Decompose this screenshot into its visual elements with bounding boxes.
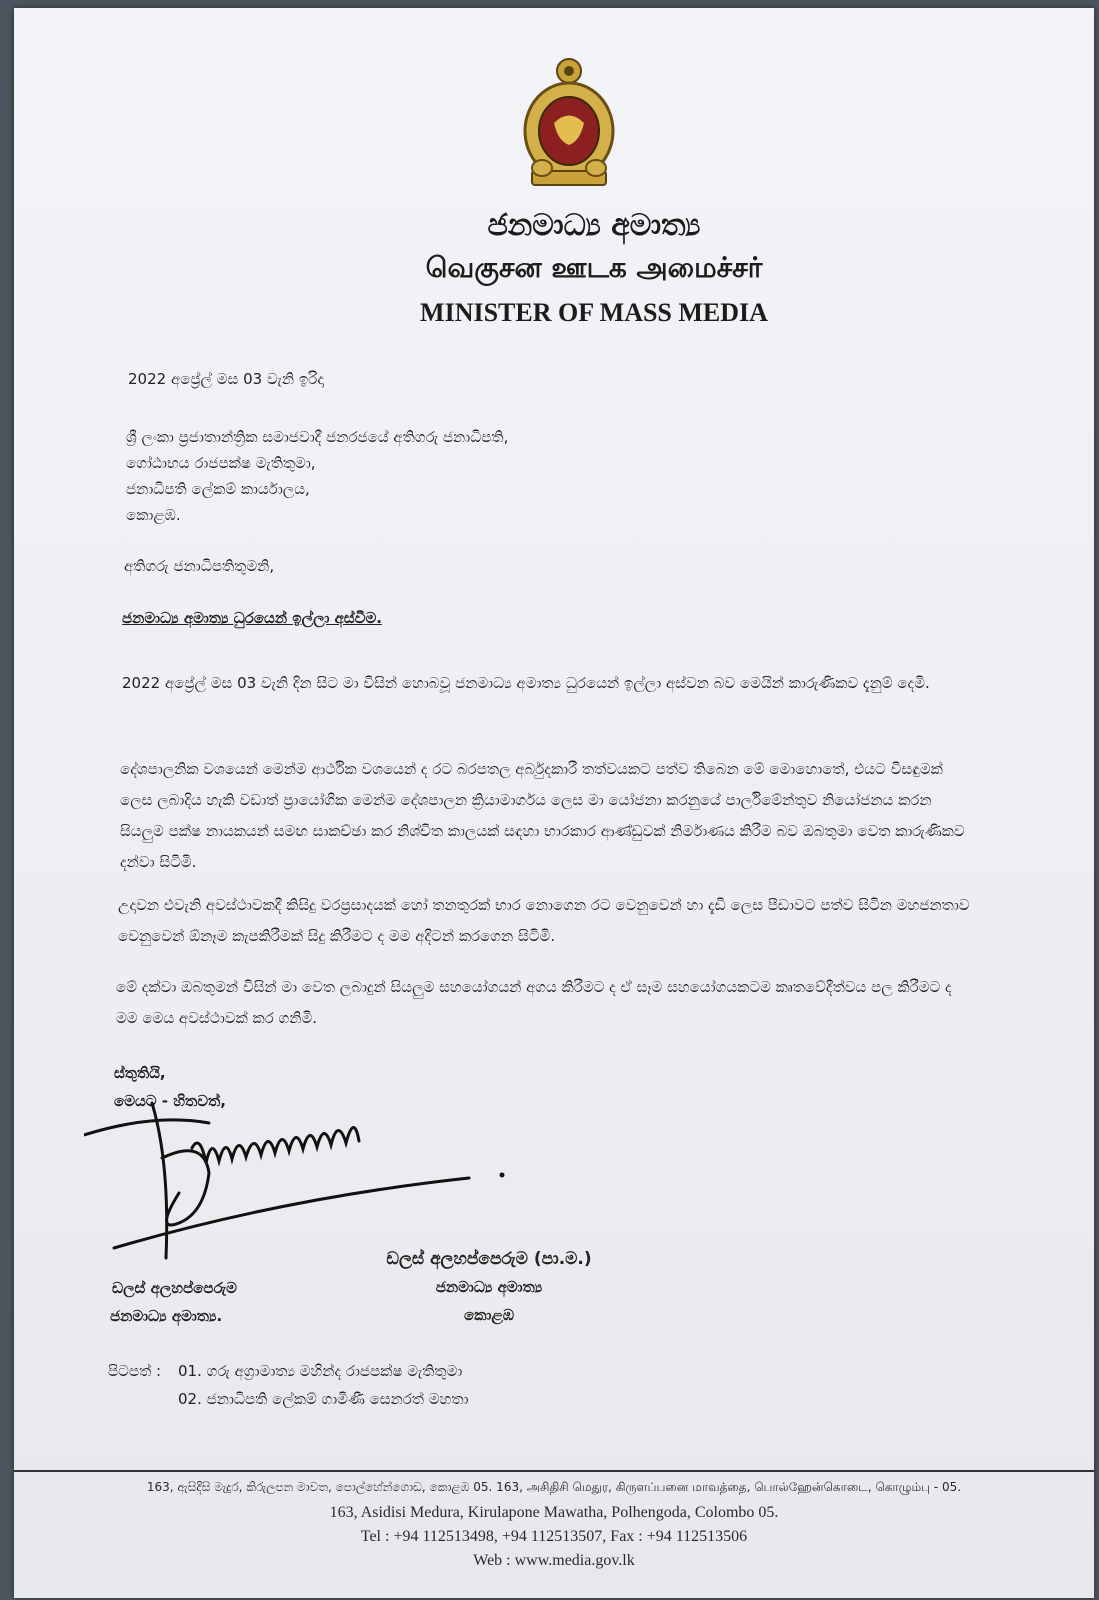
paragraph-1: 2022 අප්‍රේල් මස 03 වැනි දින සිට මා විසින් හොබවූ ජනමාධ්‍ය අමාත්‍ය ධුරයෙන් ඉල්ලා අස්වන බව මෙයින් කාරුණිකව දැනුම් දෙමි. [122, 674, 930, 692]
recipient-line-2: ගෝඨාභය රාජපක්ෂ මැතිතුමා, [126, 454, 316, 472]
stamp-name: ඩලස් අලහප්පෙරුම (පා.ම.) [386, 1249, 592, 1269]
paragraph-3: උදාවන එවැනි අවස්ථාවකදී කිසිදු වරප්‍රසාදයක් හෝ තනතුරක් භාර නොගෙන රට වෙනුවෙන් හා දැඩි ලෙස පීඩාවට පත්ව සිටින මහජනතාව වෙනුවෙන් ඕනෑම කැපකිරීමක් සිදු කිරීමට ද මම අදිටන් කරගෙන සිටිමි. [118, 896, 970, 945]
recipient-line-4: කොළඹ. [126, 506, 181, 524]
footer-address-english: 163, Asidisi Medura, Kirulapone Mawatha, Polhengoda, Colombo 05. [329, 1504, 779, 1521]
footer-web: Web : www.media.gov.lk [473, 1552, 635, 1569]
subject-line: ජනමාධ්‍ය අමාත්‍ය ධුරයෙන් ඉල්ලා අස්වීම. [122, 609, 382, 627]
paragraph-4: මේ දක්වා ඔබතුමන් විසින් මා වෙත ලබාදුන් සියලුම සහයෝගයන් අගය කිරීමට ද ඒ සෑම සහයෝගයකටම කෘතවේදීත්වය පල කිරීමට ද මම මෙය අවස්ථාවක් කර ගනිමි. [116, 978, 952, 1027]
handwritten-signature [84, 1083, 544, 1273]
letter-page [14, 8, 1094, 1598]
recipient-line-3: ජනාධිපති ලේකම් කාර්යාලය, [126, 480, 310, 498]
signatory-title: ජනමාධ්‍ය අමාත්‍ය. [110, 1307, 223, 1325]
letterhead-title-sinhala: ජනමාධ්‍ය අමාත්‍ය [487, 208, 701, 243]
copies-item-2: 02. ජනාධිපති ලේකම් ගාමිණී සෙනරත් මහතා [178, 1390, 469, 1408]
footer-contact: Tel : +94 112513498, +94 112513507, Fax : +94 112513506 [360, 1528, 748, 1545]
copies-label: පිටපත් : [108, 1362, 162, 1380]
stamp-title: ජනමාධ්‍ය අමාත්‍ය [435, 1278, 543, 1296]
letterhead-title-english: MINISTER OF MASS MEDIA [420, 298, 768, 327]
footer-address-mixed: 163, ඇසිදිසි මැදුර, කිරුලපන මාවත, පොල්හේන්ගොඩ, කොළඹ 05. 163, அசிதிசி மெதுர, கிருளப்பனை மாவத்தை, பொல்ஹேன்கொடை, கொழும்பு - 05. [146, 1480, 962, 1494]
footer-divider [14, 1470, 1094, 1472]
signatory-name: ඩලස් අලහප්පෙරුම [112, 1279, 237, 1297]
closing-regards: මෙයට - හිතවත්, [114, 1092, 226, 1110]
national-emblem-icon [514, 53, 624, 193]
salutation: අතිගරු ජනාධිපතිතුමනි, [124, 557, 275, 575]
letterhead-title-tamil: வெகுசன ஊடக அமைச்சர் [425, 251, 763, 284]
recipient-line-1: ශ්‍රී ලංකා ප්‍රජාතාන්ත්‍රික සමාජවාදී ජනරජයේ අතිගරු ජනාධිපති, [126, 428, 509, 446]
copies-item-1: 01. ගරු අග්‍රාමාත්‍ය මහින්ද රාජපක්ෂ මැතිතුමා [178, 1362, 463, 1380]
stamp-city: කොළඹ [464, 1306, 514, 1324]
paragraph-2: දේශපාලනික වශයෙන් මෙන්ම ආර්ථික වශයෙන් ද රට බරපතල අර්බුදකාරී තත්වයකට පත්ව තිබෙන මේ මොහොතේ, එයට විසඳුමක් ලෙස ලබාදිය හැකි වඩාත් ප්‍රායෝගික මෙන්ම දේශපාලන ක්‍රියාමාර්ගය ලෙස මා යෝජනා කරනුයේ පාර්ලිමේන්තුව නියෝජනය කරන සියලුම පක්ෂ නායකයන් සමඟ සාකච්ඡා කර නිශ්චිත කාලයක් සඳහා භාරකාර ආණ්ඩුවක් නිර්මාණය කිරීම බව ඔබතුමා වෙත කාරුණිකව දන්වා සිටිමි. [120, 760, 965, 871]
letter-date: 2022 අප්‍රේල් මස 03 වැනි ඉරිදා [128, 370, 324, 388]
closing-thanks: ස්තුතියි, [114, 1064, 166, 1082]
